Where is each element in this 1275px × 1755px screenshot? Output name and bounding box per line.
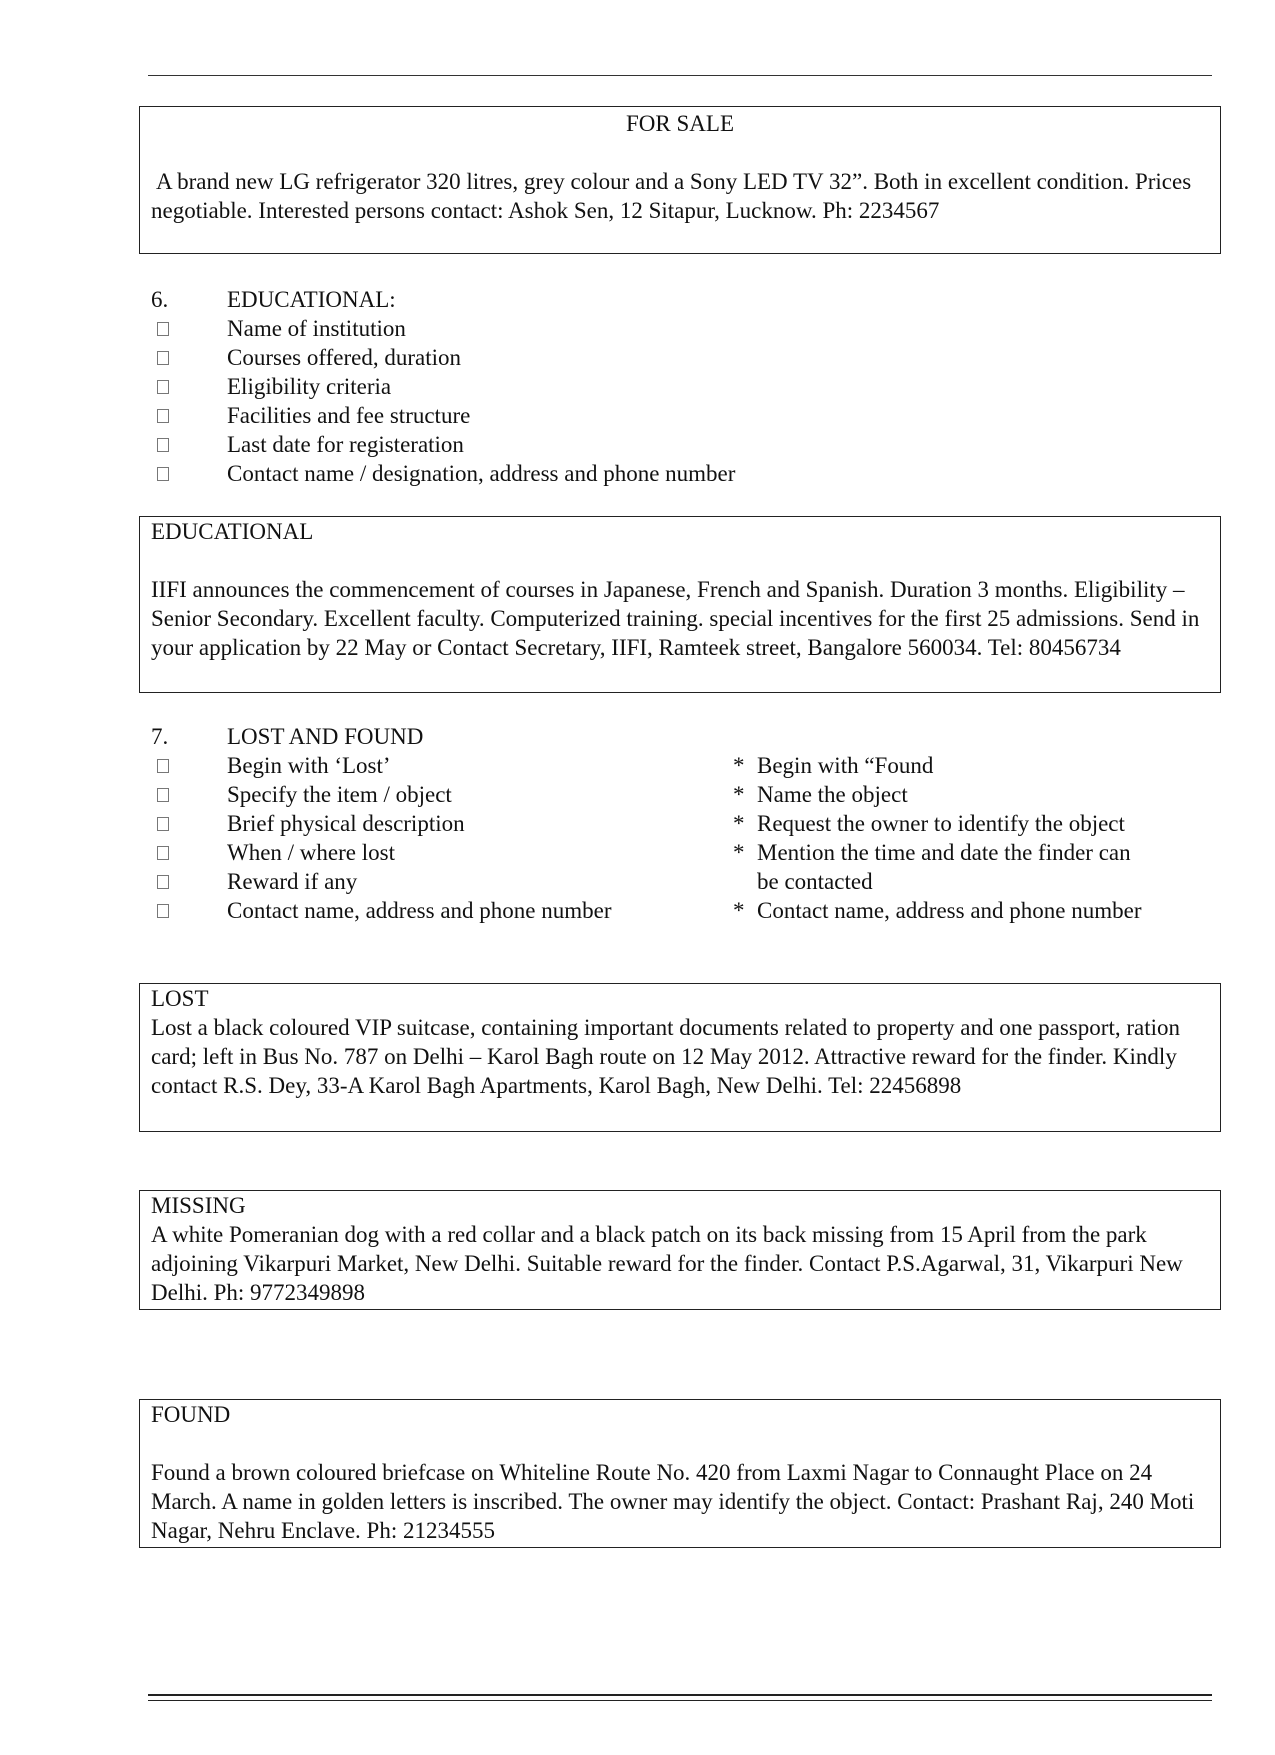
list-item: Begin with ‘Lost’ (151, 751, 612, 780)
list-item: Last date for registeration (151, 430, 735, 459)
found-box (139, 1399, 1221, 1548)
bottom-rule (148, 1694, 1212, 1701)
bullet-box-icon (157, 322, 169, 336)
bullet-box-icon (157, 409, 169, 423)
section-title: EDUCATIONAL: (227, 287, 396, 312)
bullet-box-icon (157, 759, 169, 773)
list-item: Contact name / designation, address and phone number (151, 459, 735, 488)
bullet-box-icon (157, 351, 169, 365)
educational-body: IIFI announces the commencement of courses in Japanese, French and Spanish. Duration 3 months. Eligibility – Senior Secondary. Excellent faculty. Computerized training. special incentives for the first 25 admissions. Send in your application by 22 May or Contact Secretary, IIFI, Ramteek street, Bangalore 560034. Tel: 80456734 (151, 577, 1200, 660)
bullet-box-icon (157, 380, 169, 394)
lost-box (139, 983, 1221, 1132)
top-rule (148, 75, 1212, 76)
bullet-box-icon (157, 438, 169, 452)
missing-box (139, 1190, 1221, 1310)
bullet-box-icon (157, 904, 169, 918)
bullet-box-icon (157, 846, 169, 860)
bullet-box-icon (157, 788, 169, 802)
list-item: * Request the owner to identify the object (733, 811, 1125, 836)
section-number: 7. (151, 724, 169, 749)
asterisk-icon: * (733, 782, 745, 807)
missing-body: A white Pomeranian dog with a red collar and a black patch on its back missing from 15 April from the park adjoining Vikarpuri Market, New Delhi. Suitable reward for the finder. Contact P.S.Agarwal, 31, Vikarpuri New Delhi. Ph: 9772349898 (151, 1222, 1183, 1305)
list-item: * Contact name, address and phone number (733, 898, 1142, 923)
list-item: Brief physical description (151, 809, 612, 838)
asterisk-icon: * (733, 753, 745, 778)
lost-guidelines (151, 722, 612, 925)
educational-box (139, 516, 1221, 693)
list-item: Reward if any (151, 867, 612, 896)
found-body: Found a brown coloured briefcase on Whiteline Route No. 420 from Laxmi Nagar to Connaught Place on 24 March. A name in golden letters is inscribed. The owner may identify the object. Contact: Prashant Raj, 240 Moti Nagar, Nehru Enclave. Ph: 21234555 (151, 1460, 1195, 1543)
section-number: 6. (151, 287, 169, 312)
list-item: Eligibility criteria (151, 372, 735, 401)
list-item: Courses offered, duration (151, 343, 735, 372)
lost-body: Lost a black coloured VIP suitcase, containing important documents related to property and one passport, ration card; left in Bus No. 787 on Delhi – Karol Bagh route on 12 May 2012. Attractive reward for the finder. Kindly contact R.S. Dey, 33-A Karol Bagh Apartments, Karol Bagh, New Delhi. Tel: 22456898 (151, 1015, 1180, 1098)
list-item: When / where lost (151, 838, 612, 867)
list-item: Contact name, address and phone number (151, 896, 612, 925)
bullet-box-icon (157, 467, 169, 481)
asterisk-icon: * (733, 811, 745, 836)
list-item: Specify the item / object (151, 780, 612, 809)
for-sale-box (139, 106, 1221, 254)
section-heading (151, 285, 735, 314)
section-title: LOST AND FOUND (227, 724, 424, 749)
for-sale-title: FOR SALE (626, 111, 734, 136)
list-item: Facilities and fee structure (151, 401, 735, 430)
list-item-continued: be contacted (757, 869, 873, 894)
asterisk-icon: * (733, 840, 745, 865)
for-sale-body: A brand new LG refrigerator 320 litres, grey colour and a Sony LED TV 32”. Both in excellent condition. Prices negotiable. Interested persons contact: Ashok Sen, 12 Sitapur, Lucknow. Ph: 2234567 (151, 169, 1192, 223)
bullet-box-icon (157, 875, 169, 889)
asterisk-icon: * (733, 898, 745, 923)
list-item: * Mention the time and date the finder can (733, 840, 1131, 865)
found-guidelines (733, 751, 1142, 925)
educational-title: EDUCATIONAL (151, 519, 314, 544)
missing-title: MISSING (151, 1193, 246, 1218)
list-item: * Begin with “Found (733, 753, 934, 778)
educational-guidelines (151, 285, 735, 488)
bullet-box-icon (157, 817, 169, 831)
list-item: * Name the object (733, 782, 908, 807)
list-item: Name of institution (151, 314, 735, 343)
lost-title: LOST (151, 986, 209, 1011)
section-heading (151, 722, 612, 751)
found-title: FOUND (151, 1402, 231, 1427)
